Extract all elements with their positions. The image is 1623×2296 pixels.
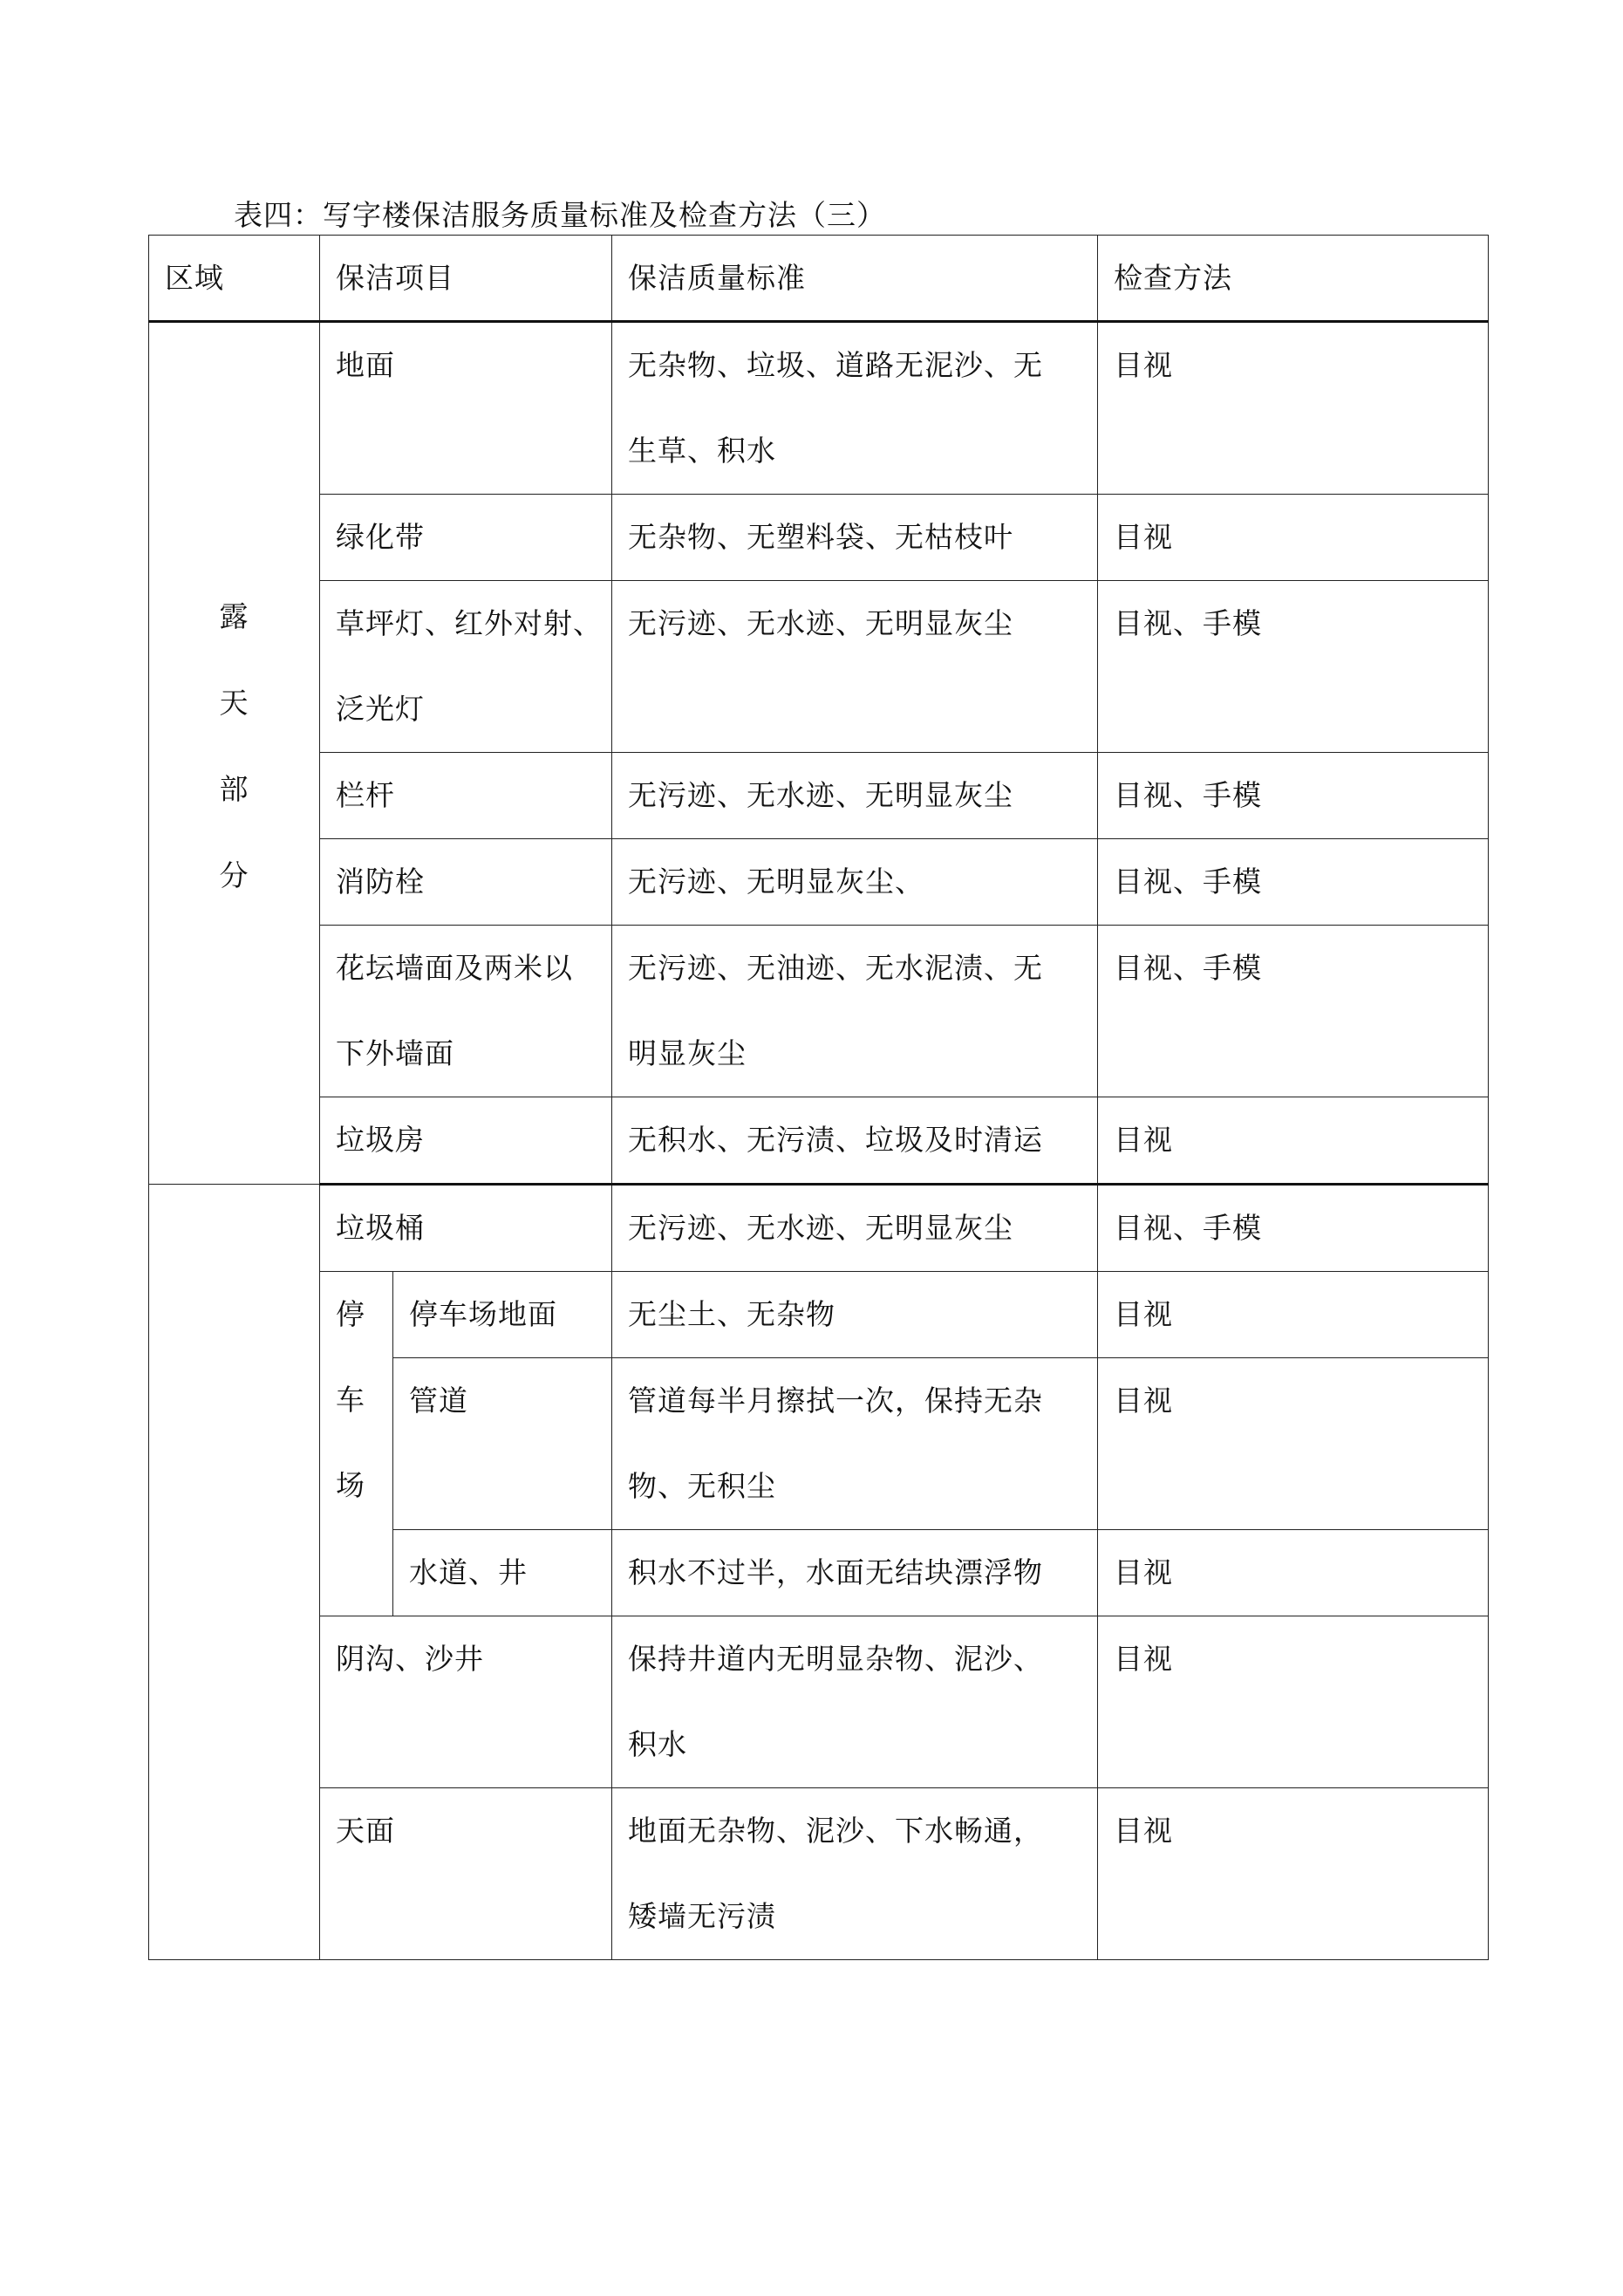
item-cell: 停车场地面 bbox=[393, 1272, 612, 1358]
header-method: 检查方法 bbox=[1098, 236, 1489, 322]
zone-parking-char: 停 bbox=[336, 1297, 365, 1331]
method-cell: 目视、手模 bbox=[1098, 1185, 1489, 1272]
method-cell: 目视 bbox=[1098, 1097, 1489, 1185]
item-cell: 垃圾房 bbox=[320, 1097, 612, 1185]
item-line: 花坛墙面及两米以 bbox=[336, 951, 573, 985]
table-row bbox=[149, 1788, 1489, 1960]
method-cell: 目视 bbox=[1098, 1272, 1489, 1358]
standard-line: 地面无杂物、泥沙、下水畅通， bbox=[628, 1814, 1043, 1848]
method-cell: 目视 bbox=[1098, 495, 1489, 581]
table-caption: 表四：写字楼保洁服务质量标准及检查方法（三） bbox=[234, 198, 886, 232]
item-cell: 阴沟、沙井 bbox=[320, 1616, 612, 1788]
standard-cell: 无污迹、无水迹、无明显灰尘 bbox=[612, 581, 1098, 753]
item-cell: 栏杆 bbox=[320, 753, 612, 839]
header-standard: 保洁质量标准 bbox=[612, 236, 1098, 322]
standard-cell: 无污迹、无水迹、无明显灰尘 bbox=[612, 753, 1098, 839]
item-line: 泛光灯 bbox=[336, 692, 425, 726]
standard-line: 明显灰尘 bbox=[628, 1036, 747, 1070]
standard-line: 物、无积尘 bbox=[628, 1469, 776, 1503]
standard-line: 积水 bbox=[628, 1727, 687, 1761]
table-row bbox=[149, 926, 1489, 1097]
method-cell: 目视、手模 bbox=[1098, 581, 1489, 753]
standard-cell: 无杂物、无塑料袋、无枯枝叶 bbox=[612, 495, 1098, 581]
standard-line: 无杂物、垃圾、道路无泥沙、无 bbox=[628, 348, 1043, 382]
table-row bbox=[149, 1097, 1489, 1185]
item-cell: 垃圾桶 bbox=[320, 1185, 612, 1272]
method-cell: 目视、手模 bbox=[1098, 926, 1489, 1097]
standard-line: 生草、积水 bbox=[628, 434, 776, 468]
method-cell: 目视、手模 bbox=[1098, 753, 1489, 839]
standard-cell bbox=[612, 322, 1098, 495]
standard-cell: 无积水、无污渍、垃圾及时清运 bbox=[612, 1097, 1098, 1185]
standard-cell bbox=[612, 926, 1098, 1097]
item-cell: 消防栓 bbox=[320, 839, 612, 926]
standard-cell bbox=[612, 1788, 1098, 1960]
item-cell: 绿化带 bbox=[320, 495, 612, 581]
table-row bbox=[149, 1185, 1489, 1272]
method-cell: 目视 bbox=[1098, 1530, 1489, 1616]
standard-line: 保持井道内无明显杂物、泥沙、 bbox=[628, 1642, 1043, 1676]
table-row bbox=[149, 581, 1489, 753]
item-cell bbox=[320, 581, 612, 753]
standard-cell: 无尘土、无杂物 bbox=[612, 1272, 1098, 1358]
standard-cell: 无污迹、无水迹、无明显灰尘 bbox=[612, 1185, 1098, 1272]
standard-line: 矮墙无污渍 bbox=[628, 1899, 776, 1933]
standard-cell: 无污迹、无明显灰尘、 bbox=[612, 839, 1098, 926]
zone-outdoor-char: 天 bbox=[219, 686, 249, 720]
item-line: 草坪灯、红外对射、 bbox=[336, 606, 603, 640]
item-line: 下外墙面 bbox=[336, 1036, 454, 1070]
zone-outdoor-char: 露 bbox=[219, 599, 249, 633]
item-cell: 地面 bbox=[320, 322, 612, 495]
method-cell: 目视 bbox=[1098, 1788, 1489, 1960]
table-row bbox=[149, 753, 1489, 839]
header-zone: 区域 bbox=[149, 236, 320, 322]
item-cell bbox=[320, 926, 612, 1097]
item-cell: 天面 bbox=[320, 1788, 612, 1960]
item-cell: 管道 bbox=[393, 1358, 612, 1530]
method-cell: 目视 bbox=[1098, 1616, 1489, 1788]
zone-parking bbox=[320, 1272, 393, 1616]
zone-other bbox=[149, 1185, 320, 1960]
table-row bbox=[149, 839, 1489, 926]
table-row bbox=[149, 495, 1489, 581]
standard-line: 管道每半月擦拭一次，保持无杂 bbox=[628, 1384, 1043, 1418]
zone-outdoor-char: 分 bbox=[219, 858, 249, 892]
header-item: 保洁项目 bbox=[320, 236, 612, 322]
zone-outdoor-char: 部 bbox=[219, 772, 249, 806]
table-row bbox=[149, 322, 1489, 495]
standard-line: 无污迹、无油迹、无水泥渍、无 bbox=[628, 951, 1043, 985]
standard-cell: 积水不过半，水面无结块漂浮物 bbox=[612, 1530, 1098, 1616]
method-cell: 目视、手模 bbox=[1098, 839, 1489, 926]
zone-parking-char: 场 bbox=[336, 1468, 365, 1502]
table-row bbox=[149, 1616, 1489, 1788]
table-row bbox=[149, 1272, 1489, 1358]
table-header-row bbox=[149, 236, 1489, 322]
item-cell: 水道、井 bbox=[393, 1530, 612, 1616]
cleaning-standards-table bbox=[148, 235, 1489, 1960]
zone-parking-char: 车 bbox=[336, 1383, 365, 1417]
method-cell: 目视 bbox=[1098, 1358, 1489, 1530]
zone-outdoor bbox=[149, 322, 320, 1185]
standard-cell bbox=[612, 1616, 1098, 1788]
standard-cell bbox=[612, 1358, 1098, 1530]
method-cell: 目视 bbox=[1098, 322, 1489, 495]
